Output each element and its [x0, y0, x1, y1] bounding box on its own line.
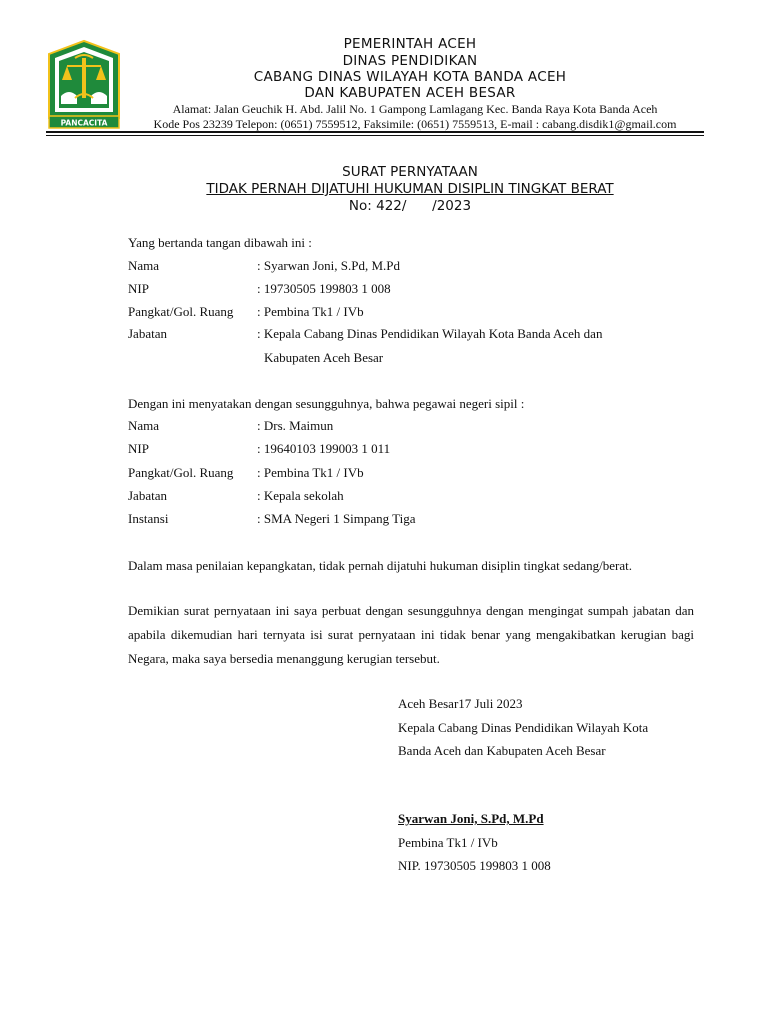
- document-number: No: 422/ /2023: [348, 198, 472, 214]
- signature-position-line-1: Kepala Cabang Dinas Pendidikan Wilayah Kota: [398, 720, 649, 735]
- statement-text: Dalam masa penilaian kepangkatan, tidak pernah dijatuhi hukuman disiplin tingkat sedang/berat.: [128, 558, 632, 573]
- subject-intro: Dengan ini menyatakan dengan sesungguhnya, bahwa pegawai negeri sipil :: [128, 396, 525, 411]
- subject-agency-value: : SMA Negeri 1 Simpang Tiga: [257, 511, 416, 526]
- signer-nip-value: : 19730505 199803 1 008: [257, 281, 391, 296]
- subject-rank-label: Pangkat/Gol. Ruang: [128, 465, 234, 480]
- header-line-3: CABANG DINAS WILAYAH KOTA BANDA ACEH: [253, 69, 567, 85]
- signer-rank-label: Pangkat/Gol. Ruang: [128, 304, 234, 319]
- signer-intro: Yang bertanda tangan dibawah ini :: [128, 235, 312, 250]
- document-subtitle: TIDAK PERNAH DIJATUHI HUKUMAN DISIPLIN TINGKAT BERAT: [206, 181, 614, 197]
- subject-name-value: : Drs. Maimun: [257, 418, 334, 433]
- header-line-4: DAN KABUPATEN ACEH BESAR: [304, 85, 516, 101]
- header-rule-thin: [46, 135, 704, 136]
- subject-name-label: Nama: [128, 418, 160, 433]
- emblem-shield-icon: [45, 38, 123, 130]
- logo-text: PANCACITA: [60, 118, 108, 128]
- header-address-2: Kode Pos 23239 Telepon: (0651) 7559512, Faksimile: (0651) 7559513, E-mail : cabang.disdik1@gmail.com: [153, 117, 677, 131]
- signer-name-label: Nama: [128, 258, 160, 273]
- subject-position-value: : Kepala sekolah: [257, 488, 344, 503]
- signature-place-date: Aceh Besar17 Juli 2023: [398, 696, 523, 711]
- signature-rank: Pembina Tk1 / IVb: [398, 835, 498, 850]
- signer-name-value: : Syarwan Joni, S.Pd, M.Pd: [257, 258, 401, 273]
- signer-nip-label: NIP: [128, 281, 149, 296]
- header-address-1: Alamat: Jalan Geuchik H. Abd. Jalil No. 1 Gampong Lamlagang Kec. Banda Raya Kota Banda Aceh: [172, 102, 658, 116]
- header-rule-thick: [46, 131, 704, 133]
- subject-nip-label: NIP: [128, 441, 149, 456]
- aceh-emblem-logo: [45, 38, 123, 130]
- header-line-1: PEMERINTAH ACEH: [343, 36, 477, 52]
- signature-name: Syarwan Joni, S.Pd, M.Pd: [398, 811, 544, 826]
- subject-agency-label: Instansi: [128, 511, 169, 526]
- signer-position-label: Jabatan: [128, 326, 167, 341]
- signature-nip: NIP. 19730505 199803 1 008: [398, 858, 551, 873]
- document-title: SURAT PERNYATAAN: [342, 164, 478, 180]
- signer-position-value: : Kepala Cabang Dinas Pendidikan Wilayah Kota Banda Aceh dan: [257, 326, 603, 341]
- subject-nip-value: : 19640103 199003 1 011: [257, 441, 391, 456]
- signature-position-line-2: Banda Aceh dan Kabupaten Aceh Besar: [398, 743, 606, 758]
- header-line-2: DINAS PENDIDIKAN: [342, 53, 478, 69]
- closing-paragraph: Demikian surat pernyataan ini saya perbuat dengan sesungguhnya dengan mengingat sumpah jabatan dan apabila dikemudian hari ternyata isi surat pernyataan ini tidak benar yang mengakibatkan kerugian bagi Negara, maka saya bersedia menanggung kerugian tersebut.: [128, 603, 694, 666]
- subject-rank-value: : Pembina Tk1 / IVb: [257, 465, 364, 480]
- signer-rank-value: : Pembina Tk1 / IVb: [257, 304, 364, 319]
- subject-position-label: Jabatan: [128, 488, 167, 503]
- signer-position-value-cont: Kabupaten Aceh Besar: [264, 350, 384, 365]
